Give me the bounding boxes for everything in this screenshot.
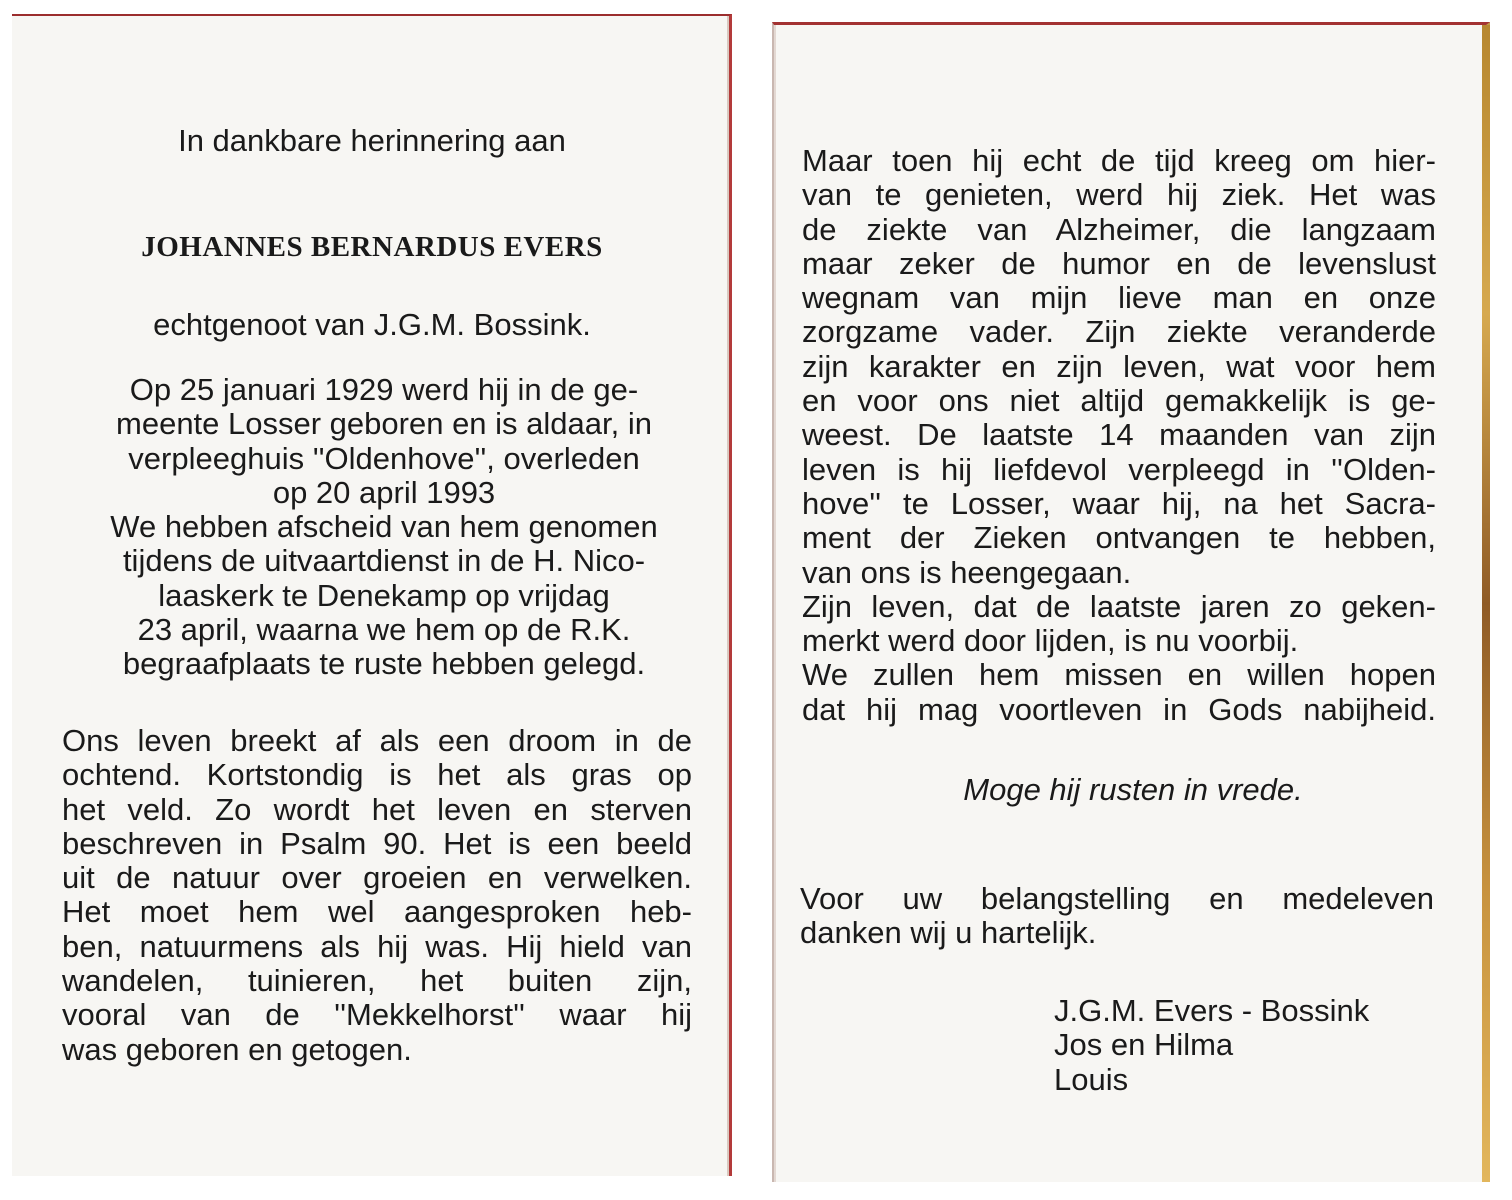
bio-line: Op 25 januari 1929 werd hij in de ge- [129, 372, 639, 407]
story-line: We zullen hem missen en willen hopen [802, 657, 1436, 693]
bio-line: verpleeghuis ''Oldenhove'', overleden [128, 440, 640, 476]
thanks-line: danken wij u hartelijk. [800, 915, 1097, 951]
bio-line: We hebben afscheid van hem genomen [110, 509, 658, 545]
reflection-line: het veld. Zo wordt het leven en sterven [62, 791, 692, 827]
bio-line: begraafplaats te ruste hebben gelegd. [122, 646, 646, 682]
bio-line: 23 april, waarna we hem op de R.K. [137, 612, 631, 648]
thanks-line: Voor uw belangstelling en medeleven [800, 881, 1434, 916]
story-paragraph [802, 144, 1436, 727]
story-line: en voor ons niet altijd gemakkelijk is ge- [802, 383, 1436, 419]
bio-line: laaskerk te Denekamp op vrijdag [158, 577, 610, 613]
deceased-name: JOHANNES BERNARDUS EVERS [141, 231, 603, 263]
reflection-line: uit de natuur over groeien en verwelken. [62, 860, 692, 896]
blessing-line: Moge hij rusten in vrede. [963, 772, 1303, 807]
reflection-line: was geboren en getogen. [62, 1031, 412, 1067]
reflection-line: ochtend. Kortstondig is het als gras op [62, 757, 692, 793]
signature-block [1054, 994, 1434, 1097]
story-line: Zijn leven, dat de laatste jaren zo geken- [802, 588, 1436, 624]
intro-text: In dankbare herinnering aan [178, 123, 566, 158]
story-line: ment der Zieken ontvangen te hebben, [802, 520, 1436, 556]
memorial-card-right [772, 22, 1490, 1182]
story-line: hove'' te Losser, waar hij, na het Sacra- [802, 485, 1436, 521]
story-line: dat hij mag voortleven in Gods nabijheid. [802, 691, 1436, 727]
reflection-line: Ons leven breekt af als een droom in de [62, 723, 692, 758]
bio-line: tijdens de uitvaartdienst in de H. Nico- [122, 543, 646, 579]
story-line: zorgzame vader. Zijn ziekte veranderde [802, 314, 1436, 350]
reflection-line: vooral van de ''Mekkelhorst'' waar hij [62, 997, 692, 1033]
spouse-line: echtgenoot van J.G.M. Bossink. [153, 307, 591, 342]
memorial-card-left [12, 14, 732, 1176]
story-line: zijn karakter en zijn leven, wat voor hem [802, 348, 1436, 384]
bio-line: meente Losser geboren en is aldaar, in [116, 406, 652, 442]
story-line: van ons is heengegaan. [802, 554, 1132, 590]
story-line: leven is hij liefdevol verpleegd in ''Olden- [802, 451, 1436, 487]
story-line: de ziekte van Alzheimer, die langzaam [802, 211, 1436, 247]
reflection-line: Het moet hem wel aangesproken heb- [62, 894, 692, 930]
story-line: merkt werd door lijden, is nu voorbij. [802, 623, 1299, 659]
story-line: weest. De laatste 14 maanden van zijn [802, 417, 1436, 453]
story-line: Maar toen hij echt de tijd kreeg om hier- [802, 143, 1436, 178]
story-line: wegnam van mijn lieve man en onze [802, 280, 1436, 316]
story-line: maar zeker de humor en de levenslust [802, 245, 1436, 281]
reflection-line: beschreven in Psalm 90. Het is een beeld [62, 825, 692, 861]
story-line: van te genieten, werd hij ziek. Het was [802, 177, 1436, 213]
reflection-paragraph [62, 724, 692, 1067]
reflection-line: wandelen, tuinieren, het buiten zijn, [62, 963, 692, 999]
bio-line: op 20 april 1993 [272, 474, 496, 510]
signature-line: Jos en Hilma [1054, 1027, 1234, 1063]
signature-line: J.G.M. Evers - Bossink [1054, 993, 1370, 1028]
biography-paragraph [74, 373, 694, 682]
reflection-line: ben, natuurmens als hij was. Hij hield van [62, 928, 692, 964]
signature-line: Louis [1054, 1061, 1129, 1097]
gilded-edge [1482, 25, 1490, 1182]
thanks-paragraph [800, 882, 1434, 951]
